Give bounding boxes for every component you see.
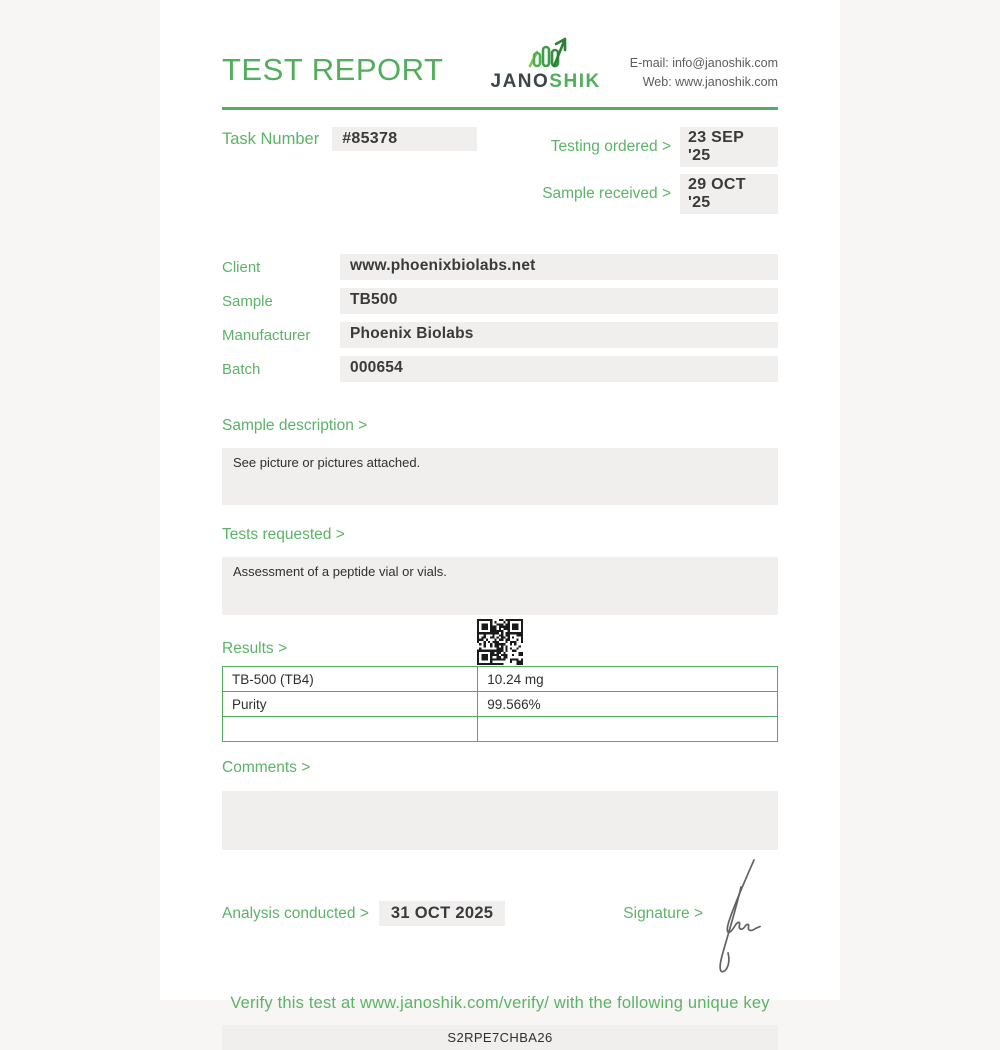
verify-instruction: Verify this test at www.janoshik.com/verify/ with the following unique key (230, 994, 770, 1012)
task-number-label: Task Number (222, 129, 320, 148)
results-heading: Results > (222, 640, 288, 657)
table-row (223, 717, 778, 742)
client-value: www.phoenixbiolabs.net (340, 254, 778, 280)
result-name: Purity (223, 692, 478, 717)
brand-name-dark: JANO (490, 71, 550, 92)
batch-row (222, 356, 778, 382)
results-header (222, 616, 778, 664)
result-name: TB-500 (TB4) (223, 667, 478, 692)
contact-web-line (630, 73, 778, 92)
page-title: TEST REPORT (222, 52, 444, 87)
testing-ordered-label: Testing ordered > (550, 138, 671, 155)
analysis-signature-row (222, 901, 778, 926)
qr-code-icon (477, 619, 523, 665)
testing-ordered-value: 23 SEP '25 (680, 127, 778, 167)
task-number (222, 127, 477, 151)
sample-info-block (222, 254, 778, 382)
sample-description-box: See picture or pictures attached. (222, 448, 778, 505)
contact-block (630, 54, 778, 92)
manufacturer-row (222, 322, 778, 348)
green-divider (222, 107, 778, 110)
analysis-conducted-value: 31 OCT 2025 (379, 901, 505, 926)
tests-requested-box: Assessment of a peptide vial or vials. (222, 557, 778, 615)
signature-scribble (696, 855, 768, 981)
testing-ordered-row (542, 127, 778, 167)
unique-key: S2RPE7CHBA26 (222, 1025, 778, 1050)
sample-received-value: 29 OCT '25 (680, 174, 778, 214)
report-page (160, 0, 840, 1045)
task-number-value: #85378 (332, 127, 477, 151)
manufacturer-value: Phoenix Biolabs (340, 322, 778, 348)
sample-received-row (542, 174, 778, 214)
signature-label: Signature > (623, 904, 703, 922)
manufacturer-label: Manufacturer (222, 326, 311, 344)
email-value: info@janoshik.com (672, 56, 778, 70)
result-value (478, 717, 778, 742)
sample-value: TB500 (340, 288, 778, 314)
batch-label: Batch (222, 360, 261, 378)
contact-email-line (630, 54, 778, 73)
dates-block (542, 127, 778, 214)
janoshik-logo (491, 36, 601, 93)
web-label: Web: (642, 74, 672, 89)
sample-description-heading: Sample description > (222, 417, 368, 434)
table-row (223, 667, 778, 692)
report-header (222, 36, 778, 96)
email-label: E-mail: (629, 56, 669, 70)
brand-name (491, 71, 601, 93)
comments-box (222, 791, 778, 850)
client-row (222, 254, 778, 280)
result-name (223, 717, 478, 742)
analysis-conducted-label: Analysis conducted > (222, 904, 369, 922)
comments-heading: Comments > (222, 759, 311, 776)
batch-value: 000654 (340, 356, 778, 382)
result-value: 10.24 mg (478, 667, 778, 692)
sample-row (222, 288, 778, 314)
bar-chart-growth-icon (523, 36, 569, 70)
tests-requested-heading: Tests requested > (222, 526, 345, 543)
task-date-row (222, 127, 778, 214)
result-value: 99.566% (478, 692, 778, 717)
sample-received-label: Sample received > (542, 185, 671, 202)
sample-label: Sample (222, 292, 273, 310)
web-value: www.janoshik.com (675, 74, 778, 89)
brand-name-green: SHIK (549, 71, 601, 92)
client-label: Client (222, 258, 261, 276)
table-row (223, 692, 778, 717)
results-table (222, 666, 778, 742)
